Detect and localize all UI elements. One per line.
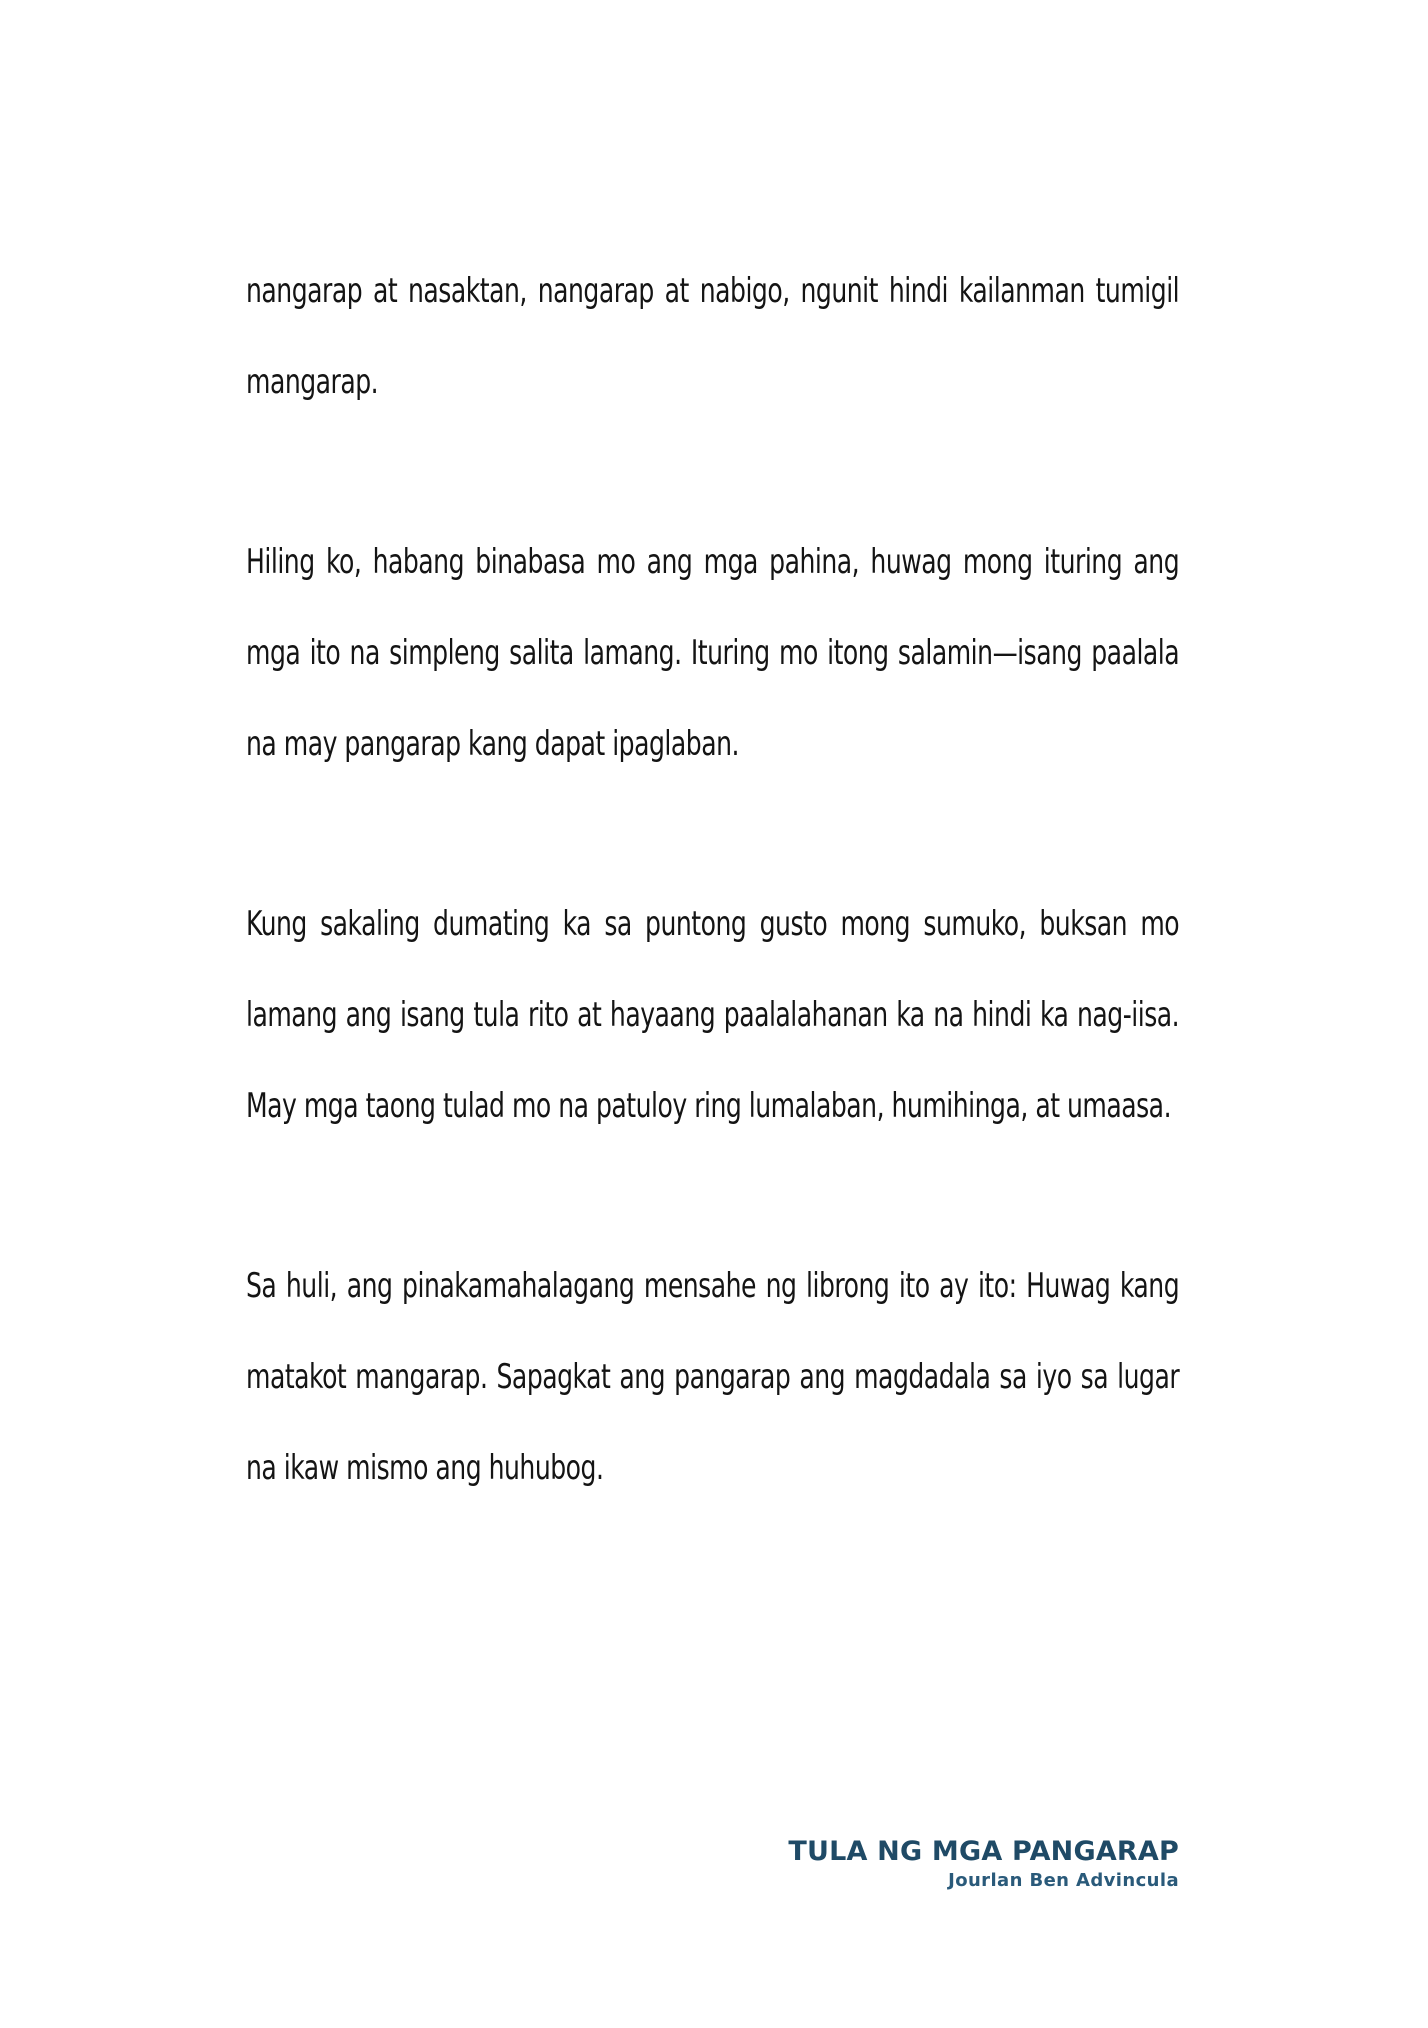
paragraph-1: nangarap at nasaktan, nangarap at nabigo, ngunit hindi kailanman tumigil mangarap. bbox=[246, 271, 1180, 402]
paragraph-2: Hiling ko, habang binabasa mo ang mga pahina, huwag mong ituring ang mga ito na simpleng salita lamang. Ituring mo itong salamin—isang paalala na may pangarap kang dapat ipaglaban. bbox=[246, 542, 1180, 764]
book-author: Jourlan Ben Advincula bbox=[948, 1870, 1179, 1891]
paragraph-3: Kung sakaling dumating ka sa puntong gusto mong sumuko, buksan mo lamang ang isang tula rito at hayaang paalalahanan ka na hindi ka nag-iisa. May mga taong tulad mo na patuloy ring lumalaban, humihinga, at umaasa. bbox=[246, 904, 1180, 1126]
page-footer bbox=[788, 1835, 1179, 1893]
page-body bbox=[246, 246, 1179, 1514]
book-title: TULA NG MGA PANGARAP bbox=[788, 1836, 1179, 1867]
paragraph-4: Sa huli, ang pinakamahalagang mensahe ng librong ito ay ito: Huwag kang matakot mangarap. Sapagkat ang pangarap ang magdadala sa iyo sa lugar na ikaw mismo ang huhubog. bbox=[246, 1266, 1180, 1488]
